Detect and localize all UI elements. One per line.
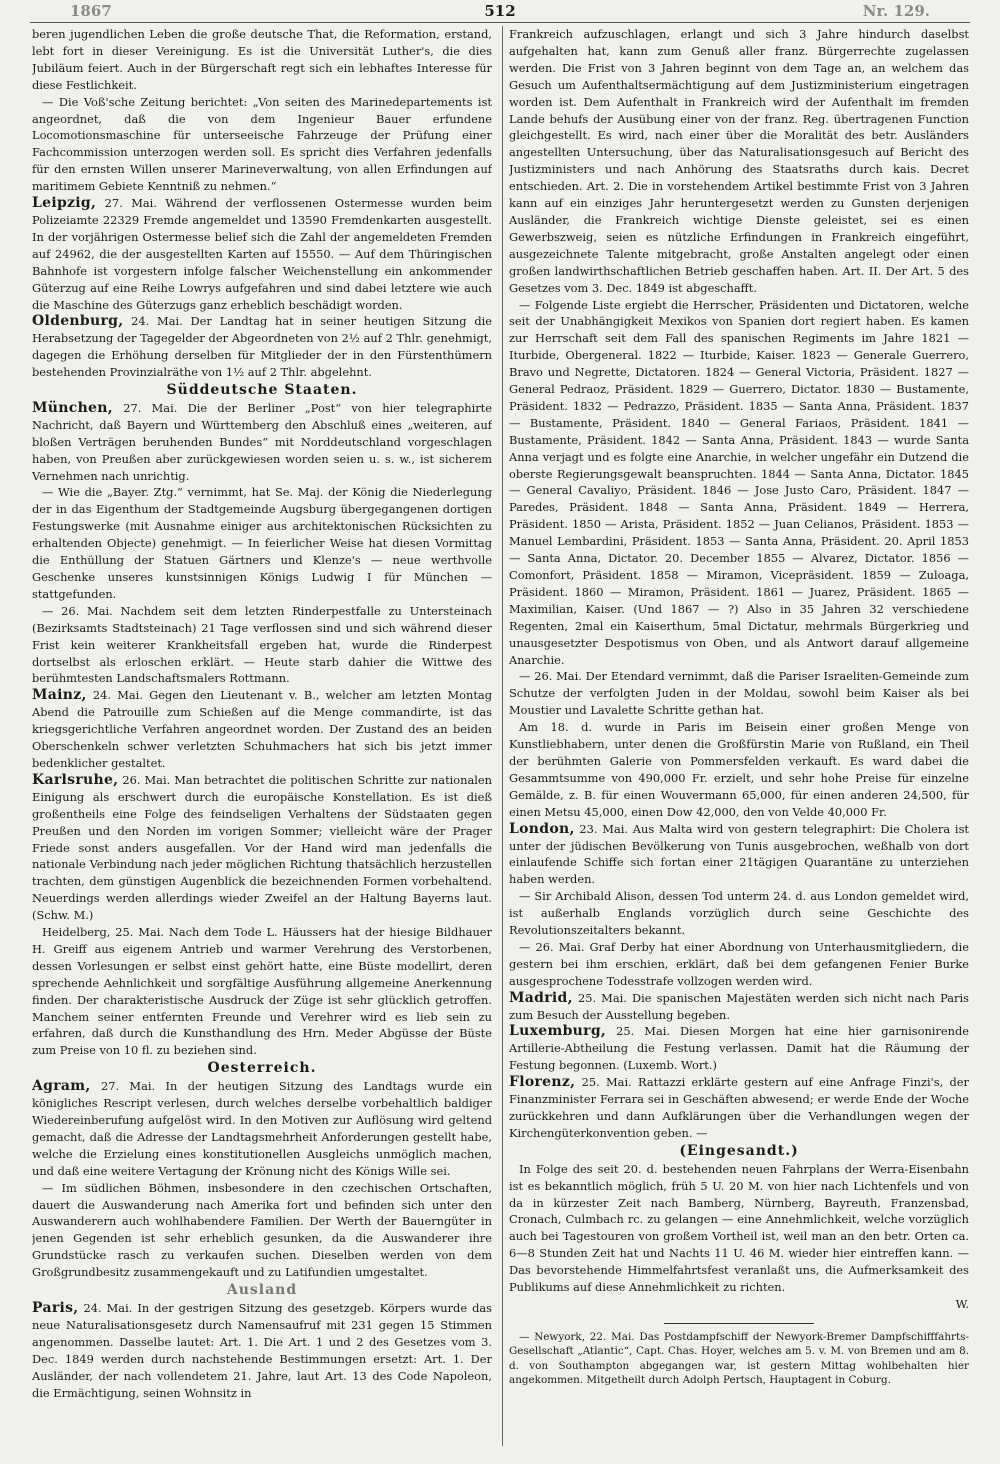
paragraph-text: 25. Mai. Rattazzi erklärte gestern auf eine Anfrage Finzi's, der Finanzminister Ferrara sei in Geschäften abwesend; er werde Ende der Woche zurückkehren und dann Aufklärungen über die Verhandlungen wegen der Kirchengüterkonvention geben. — (509, 1075, 969, 1140)
article-paragraph (32, 1300, 492, 1401)
section-heading: (Eingesandt.) (679, 1142, 799, 1159)
article-paragraph (509, 939, 969, 990)
paragraph-text: 27. Mai. In der heutigen Sitzung des Landtags wurde ein königliches Rescript verlesen, durch welches derselbe vorbehaltlich baldiger Wiedereinberufung aufgelöst wird. In den Motiven zur Auflösung wird geltend gemacht, daß die Adresse der Landtagsmehrheit Anforderungen gestellt habe, welche die Erzielung eines konstitutionellen Ausgleichs unmöglich machen, und daß eine weitere Vertagung der Krönung nicht des Königs Wille sei. (32, 1079, 492, 1178)
page-number: 512 (484, 2, 516, 20)
page-header (30, 2, 970, 22)
paragraph-text: — Folgende Liste ergiebt die Herrscher, Präsidenten und Dictatoren, welche seit der Unabhängigkeit Mexikos von Spanien dort regiert haben. Es kamen zur Herrschaft seit dem Fall des spanischen Regiments im Jahre 1821 — Iturbide, Obergeneral. 1822 — Iturbide, Kaiser. 1823 — Generale Guerrero, Bravo und Negrette, Dictatoren. 1824 — General Victoria, Präsident. 1827 — General Pedraoz, Präsident. 1829 — Guerrero, Dictator. 1830 — Bustamente, Präsident. 1832 — Pedrazzo, Präsident. 1835 — Santa Anna, Präsident. 1837 — Bustamente, Präsident. 1840 — General Fariaos, Präsident. 1841 — Bustamente, Präsident. 1842 — Santa Anna, Präsident. 1843 — wurde Santa Anna verjagt und es folgte eine Anarchie, in welcher ungefähr ein Dutzend die oberste Regierungsgewalt beanspruchten. 1844 — Santa Anna, Dictator. 1845 — General Cavaliyo, Präsident. 1846 — Jose Justo Caro, Präsident. 1847 — Paredes, Präsident. 1848 — Santa Anna, Präsident. 1849 — Herrera, Präsident. 1850 — Arista, Präsident. 1852 — Juan Celianos, Präsident. 1853 — Manuel Lembardini, Präsident. 1853 — Santa Anna, Präsident. 20. April 1853 — Santa Anna, Dictator. 20. December 1855 — Alvarez, Dictator. 1856 — Comonfort, Präsident. 1858 — Miramon, Vicepräsident. 1859 — Zuloaga, Präsident. 1860 — Miramon, Präsident. 1861 — Juarez, Präsident. 1865 — Maximilian, Kaiser. (Und 1867 — ?) Also in 35 Jahren 32 verschiedene Regenten, 2mal ein Kaiserthum, 5mal Dictatur, mehrmals Bürgerkrieg und unausgesetzter Despotismus von Oben, und als Antwort darauf allgemeine Anarchie. (509, 297, 969, 667)
article-paragraph (509, 821, 969, 889)
article-paragraph (32, 924, 492, 1059)
article-paragraph (509, 888, 969, 939)
paragraph-text: 24. Mai. In der gestrigen Sitzung des gesetzgeb. Körpers wurde das neue Naturalisationsgesetz durch Namensaufruf mit 231 gegen 15 Stimmen angenommen. Dasselbe lautet: Art. 1. Die Art. 1 und 2 des Gesetzes vom 3. Dec. 1849 werden durch nachstehende Bestimmungen ersetzt: Art. 1. Der Ausländer, der nach vollendetem 21. Jahre, laut Art. 13 des Code Napoleon, die Ermächtigung, seinen Wohnsitz in (32, 1300, 492, 1400)
article-paragraph (32, 94, 492, 195)
paragraph-text: — Im südlichen Böhmen, insbesondere in den czechischen Ortschaften, dauert die Auswanderung nach Amerika fort und befinden sich unter den Auswanderern auch wohlhabendere Familien. Der Werth der Bauerngüter in jenen Gegenden ist sehr erheblich gesunken, da die Auswanderer ihre Grundstücke rasch zu verkaufen suchen. Dieselben werden von dem Großgrundbesitz zusammengekauft und zu Latifundien umgestaltet. (32, 1180, 492, 1280)
article-paragraph (509, 1161, 969, 1296)
article-paragraph (32, 313, 492, 381)
dateline-place: Leipzig, (32, 195, 97, 212)
separator-rule (664, 1323, 814, 1324)
signature: W. (955, 1296, 969, 1311)
article-paragraph (32, 484, 492, 602)
paragraph-text: Frankreich aufzuschlagen, erlangt und sich 3 Jahre hindurch daselbst aufgehalten hat, kann zum Genuß aller franz. Bürgerrechte zugelassen werden. Die Frist von 3 Jahren beginnt von dem Tage an, an welchem das Gesuch um Aufenthaltsermächtigung auf dem Justizministerium eingetragen worden ist. Dem Aufenthalt in Frankreich wird der Aufenthalt im fremden Lande behufs der Ausübung einer von der franz. Reg. übertragenen Function gleichgestellt. Es wird, nach einer über die Moralität des betr. Ausländers angestellten Untersuchung, über das Naturalisationsgesuch auf Bericht des Justizministers und nach Anhörung des Staatsraths durch kais. Decret entschieden. Art. 2. Die in vorstehendem Artikel bestimmte Frist von 3 Jahren kann auf ein einziges Jahr heruntergesetzt werden zu Gunsten derjenigen Ausländer, die Frankreich wichtige Dienste geleistet, sei es einen Gewerbszweig, seien es nützliche Erfindungen in Frankreich eingeführt, ausgezeichnete Talente mitgebracht, große Anstalten angelegt oder einen großen landwirthschaftlichen Betrieb geschaffen haben. Art. II. Der Art. 5 des Gesetzes vom 3. Dec. 1849 ist abgeschafft. (509, 27, 969, 295)
paragraph-text: 24. Mai. Gegen den Lieutenant v. B., welcher am letzten Montag Abend die Patrouille zum Schießen auf die Menge commandirte, ist das kriegsgerichtliche Verfahren angeordnet worden. Der Zustand des an beiden Oberschenkeln schwer verletzten Schuhmachers hat sich bis jetzt immer bedenklicher gestaltet. (32, 688, 492, 770)
paragraph-text: — Die Voß'sche Zeitung berichtet: „Von seiten des Marinedepartements ist angeordnet, daß die von dem Ingenieur Bauer erfundene Locomotionsmaschine für unterseeische Fahrzeuge der Prüfung einer Fachcommission unterzogen werden soll. Es spricht dies Verfahren jedenfalls für den ernsten Willen unserer Marineverwaltung, von allen Erfindungen auf maritimem Gebiete Kenntniß zu nehmen.“ (32, 94, 492, 194)
header-faint-issue: Nr. 129. (862, 2, 930, 20)
article-paragraph (509, 26, 969, 297)
paragraph-text: — 26. Mai. Der Etendard vernimmt, daß die Pariser Israeliten-Gemeinde zum Schutze der verfolgten Juden in der Moldau, sowohl beim Kaiser als bei Moustier und Lavalette Schritte gethan hat. (509, 669, 969, 718)
paragraph-text: 27. Mai. Während der verflossenen Ostermesse wurden beim Polizeiamte 22329 Fremde angemeldet und 13590 Fremdenkarten ausgestellt. In der vorjährigen Ostermesse belief sich die Zahl der angemeldeten Fremden auf 24962, die der ausgestellten Karten auf 15550. — Auf dem Thüringischen Bahnhofe ist vorgestern infolge falscher Weichenstellung ein ankommender Güterzug auf eine Reihe Lowrys aufgefahren und sind dabei letztere wie auch die Maschine des Güterzugs ganz erheblich beschädigt worden. (32, 196, 492, 312)
dateline-place: London, (509, 820, 575, 837)
paragraph-text: — Newyork, 22. Mai. Das Postdampfschiff der Newyork-Bremer Dampfschifffahrts-Gesellschaft „Atlantic“, Capt. Chas. Hoyer, welches am 5. v. M. von Bremen und am 8. d. von Southampton abgegangen war, ist gestern Mittag wohlbehalten hier angekommen. Mitgetheilt durch Adolph Pertsch, Hauptagent in Coburg. (509, 1330, 969, 1387)
paragraph-text: In Folge des seit 20. d. bestehenden neuen Fahrplans der Werra-Eisenbahn ist es bekanntlich möglich, früh 5 U. 20 M. von hier nach Lichtenfels und von da in kürzester Zeit nach Bamberg, Nürnberg, Bayreuth, Franzensbad, Cronach, Culmbach rc. zu gelangen — eine Annehmlichkeit, welche vorzüglich auch bei Tagestouren von großem Vortheil ist, weil man an den betr. Orten ca. 6—8 Stunden Zeit hat und Nachts 11 U. 46 M. wieder hier eintreffen kann. — Das bevorstehende Himmelfahrtsfest veranlaßt uns, die Aufmerksamkeit des Publikums auf diese Annehmlichkeit zu richten. (509, 1161, 969, 1295)
paragraph-text: beren jugendlichen Leben die große deutsche That, die Reformation, erstand, lebt fort in dieser Vereinigung. Es ist die Universität Luther's, die dies Jubiläum feiert. Auch in der Bürgerschaft regt sich ein lebhaftes Interesse für diese Festlichkeit. (32, 27, 492, 92)
left-column (32, 26, 492, 1446)
article-paragraph (32, 1078, 492, 1179)
article-paragraph (32, 772, 492, 924)
article-paragraph (509, 1074, 969, 1142)
article-paragraph (509, 668, 969, 719)
section-heading: Ausland (226, 1282, 298, 1299)
dateline-place: Karlsruhe, (32, 771, 119, 788)
dateline-place: München, (32, 399, 113, 416)
column-divider (502, 26, 503, 1446)
paragraph-text: — 26. Mai. Graf Derby hat einer Abordnung von Unterhausmitgliedern, die gestern bei ihm erschien, erklärt, daß bei dem gefangenen Fenier Burke ausgesprochene Todesstrafe vollzogen werden wird. (509, 939, 969, 988)
dateline-place: Mainz, (32, 687, 87, 704)
paragraph-text: — Sir Archibald Alison, dessen Tod unterm 24. d. aus London gemeldet wird, ist außerhalb Englands vorzüglich durch seine Geschichte des Revolutionszeitalters bekannt. (509, 889, 969, 938)
article-paragraph (509, 1023, 969, 1074)
article-paragraph (32, 603, 492, 688)
section-heading: Süddeutsche Staaten. (166, 382, 358, 399)
paragraph-text: 24. Mai. Der Landtag hat in seiner heutigen Sitzung die Herabsetzung der Tagegelder der Abgeordneten von 2½ auf 2 Thlr. genehmigt, dagegen die Erhöhung derselben für Mitglieder der in den Fürstenthümern bestehenden Provinzialräthe von 1½ auf 2 Thlr. abgelehnt. (32, 314, 492, 380)
dateline-place: Oldenburg, (32, 313, 124, 330)
paragraph-text: 27. Mai. Die der Berliner „Post“ von hier telegraphirte Nachricht, daß Bayern und Württemberg den Abschluß eines „weiteren, auf bloßen Verträgen beruhenden Bundes“ mit Norddeutschland vorgeschlagen haben, von Preußen aber zurückgewiesen worden seien u. s. w., ist sicherem Vernehmen nach unrichtig. (32, 400, 492, 483)
article-paragraph (509, 297, 969, 669)
dateline-place: Florenz, (509, 1074, 576, 1091)
paragraph-text: Heidelberg, 25. Mai. Nach dem Tode L. Häussers hat der hiesige Bildhauer H. Greiff aus eigenem Antrieb und warmer Verehrung des Verstorbenen, dessen Vorlesungen er selbst einst gehört hatte, eine Büste modellirt, deren sprechende Aehnlichkeit und sorgfältige Ausführung allgemeine Anerkennung finden. Der charakteristische Ausdruck der Züge ist sehr glücklich getroffen. Manchem seiner entfernten Freunde und Verehrer wird es lieb sein zu erfahren, daß durch die Kunsthandlung des Hrn. Meder Abgüsse der Büste zum Preise von 10 fl. zu beziehen sind. (32, 925, 492, 1058)
article-paragraph (32, 400, 492, 485)
right-column (509, 26, 969, 1446)
dateline-place: Agram, (32, 1078, 91, 1095)
paragraph-text: 25. Mai. Diesen Morgen hat eine hier garnisonirende Artillerie-Abtheilung die Festung verlassen. Damit hat die Räumung der Festung begonnen. (Luxemb. Wort.) (509, 1024, 969, 1073)
dateline-place: Paris, (32, 1299, 79, 1316)
article-paragraph (32, 687, 492, 772)
article-paragraph (509, 1330, 969, 1388)
article-paragraph (509, 990, 969, 1024)
paragraph-text: Am 18. d. wurde in Paris im Beisein einer großen Menge von Kunstliebhabern, unter denen die Großfürstin Marie von Rußland, ein Theil der berühmten Galerie von Pommersfelden verkauft. Es ward dabei die Gesammtsumme von 490,000 Fr. erzielt, und sehr hohe Preise für einzelne Gemälde, z. B. für einen Wouvermann 65,000, für einen anderen 24,500, für einen Metsu 45,000, einen Dow 42,000, den von Velde 40,000 Fr. (509, 720, 969, 819)
dateline-place: Madrid, (509, 989, 573, 1006)
paragraph-text: — 26. Mai. Nachdem seit dem letzten Rinderpestfalle zu Untersteinach (Bezirksamts Stadtsteinach) 21 Tage verflossen sind und sich während dieser Frist kein weiterer Krankheitsfall ergeben hat, wurde die Rinderpest dortselbst als erloschen erklärt. — Heute starb dahier die Wittwe des berühmtesten Landschaftsmalers Rottmann. (32, 603, 492, 686)
paragraph-text: 25. Mai. Die spanischen Majestäten werden sich nicht nach Paris zum Besuch der Ausstellung begeben. (509, 990, 969, 1022)
article-paragraph (32, 195, 492, 313)
paragraph-text: — Wie die „Bayer. Ztg.“ vernimmt, hat Se. Maj. der König die Niederlegung der in das Eigenthum der Stadtgemeinde Augsburg übergegangenen dortigen Festungswerke (mit Ausnahme einiger aus architektonischen Rücksichten zu erhaltenden Objecte) genehmigt. — In feierlicher Weise hat diesen Vormittag die Enthüllung der Statuen Gärtners und Klenze's — neue werthvolle Geschenke unseres kunstsinnigen Königs Ludwig I für München — stattgefunden. (32, 485, 492, 601)
header-faint-year: 1867 (70, 2, 112, 20)
article-paragraph (32, 26, 492, 94)
dateline-place: Luxemburg, (509, 1023, 607, 1040)
paragraph-text: 26. Mai. Man betrachtet die politischen Schritte zur nationalen Einigung als erschwert durch die europäische Konstellation. Es ist dieß großentheils eine Folge des feindseligen Verhaltens der Südstaaten gegen Preußen und den Norden im vorigen Sommer; vielleicht wäre der Prager Friede sonst anders ausgefallen. Vor der Hand wird man jedenfalls die nationale Verbindung nach jeder möglichen Richtung thatsächlich herzustellen trachten, dem günstigen Augenblick die bezeichnenden Formen vorbehaltend. Neuerdings werden allerdings wieder Zweifel an der Haltung Bayerns laut. (Schw. M.) (32, 772, 492, 923)
article-paragraph (509, 719, 969, 820)
paragraph-text: 23. Mai. Aus Malta wird von gestern telegraphirt: Die Cholera ist unter der jüdischen Bevölkerung von Tunis ausgebrochen, weßhalb von dort einlaufende Schiffe sich fortan einer 21tägigen Quarantäne zu unterziehen haben werden. (509, 821, 969, 887)
header-rule (30, 22, 970, 23)
section-heading: Oesterreich. (207, 1060, 317, 1077)
article-paragraph (32, 1180, 492, 1281)
